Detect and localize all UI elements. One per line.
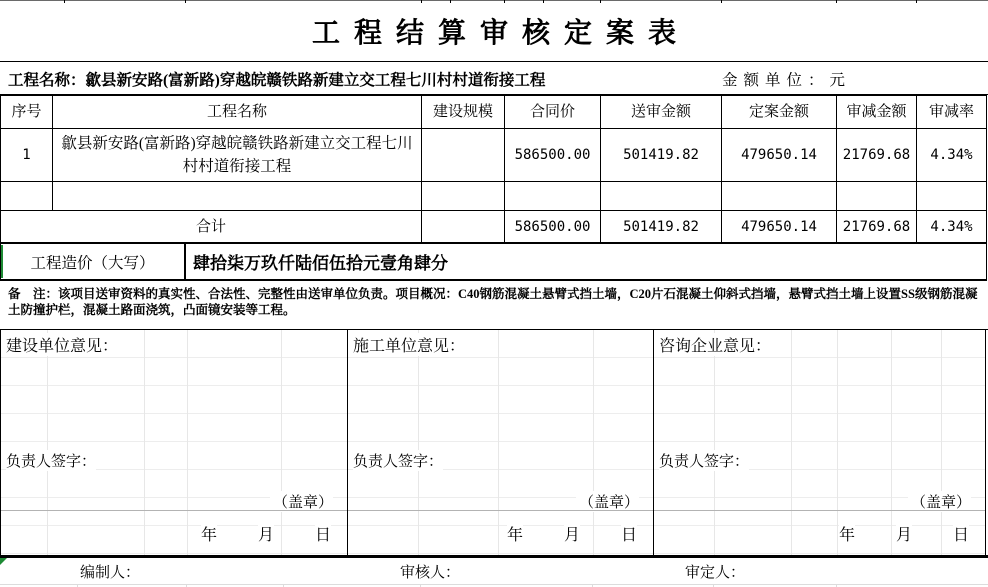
year-label: 年: [839, 522, 855, 545]
cell-contract-price: 586500.00: [505, 129, 601, 182]
cell-submitted-amount: 501419.82: [601, 129, 722, 182]
cell-empty: [53, 182, 422, 211]
cell-total-contract: 586500.00: [505, 211, 601, 243]
title-block: [0, 1, 988, 62]
date-row: [654, 510, 985, 555]
day-label: 日: [621, 522, 637, 545]
cell-reduction-amount: 21769.68: [837, 129, 917, 182]
cell-finalized-amount: 479650.14: [722, 129, 837, 182]
cell-scale: [422, 129, 505, 182]
approver-label: 审定人：: [685, 564, 746, 581]
col-header-seq: 序号: [1, 96, 53, 129]
year-label: 年: [507, 522, 523, 545]
cell-seq: 1: [1, 129, 53, 182]
seal-label: （盖章）: [576, 491, 639, 512]
sign-label: 负责人签字：: [353, 450, 443, 471]
seal-label: （盖章）: [908, 491, 971, 512]
cell-empty: [505, 182, 601, 211]
day-label: 日: [953, 522, 969, 545]
cell-total-finalized: 479650.14: [722, 211, 837, 243]
cell-empty: [917, 182, 987, 211]
cell-empty: [422, 182, 505, 211]
amount-in-words-value: 肆拾柒万玖仟陆佰伍拾元壹角肆分: [193, 254, 448, 273]
cell-total-scale: [422, 211, 505, 243]
sign-label: 负责人签字：: [6, 450, 96, 471]
month-label: 月: [896, 522, 912, 545]
cell-empty: [837, 182, 917, 211]
month-label: 月: [564, 522, 580, 545]
col-header-scale: 建设规模: [422, 96, 505, 129]
opinion-label: 咨询企业意见：: [659, 333, 773, 356]
year-label: 年: [201, 522, 217, 545]
cell-total-reduction: 21769.68: [837, 211, 917, 243]
cell-total-submitted: 501419.82: [601, 211, 722, 243]
cell-empty: [722, 182, 837, 211]
col-header-submitted: 送审金额: [601, 96, 722, 129]
amount-in-words-label: 工程造价（大写）: [1, 244, 186, 279]
amount-unit-label: 金额单位：元: [722, 71, 852, 89]
col-header-name: 工程名称: [53, 96, 422, 129]
opinion-label: 施工单位意见：: [353, 333, 467, 356]
reviewer-label: 审核人：: [400, 564, 461, 581]
opinions-section: [0, 330, 988, 558]
green-corner-marker: [0, 558, 7, 565]
project-name-row: [0, 62, 988, 95]
cell-empty: [601, 182, 722, 211]
amount-in-words-row: [0, 242, 987, 281]
date-row: [348, 510, 653, 555]
cell-total-rate: 4.34%: [917, 211, 987, 243]
preparer-label: 编制人：: [80, 564, 141, 581]
footer-strip: [0, 558, 988, 587]
cell-empty: [1, 182, 53, 211]
col-header-reduction: 审减金额: [837, 96, 917, 129]
opinion-label: 建设单位意见：: [6, 333, 120, 356]
main-table: [0, 95, 987, 242]
cell-total-label: 合计: [1, 211, 422, 243]
col-header-contract: 合同价: [505, 96, 601, 129]
sign-label: 负责人签字：: [659, 450, 749, 471]
cell-reduction-rate: 4.34%: [917, 129, 987, 182]
col-header-finalized: 定案金额: [722, 96, 837, 129]
month-label: 月: [258, 522, 274, 545]
seal-label: （盖章）: [270, 491, 333, 512]
day-label: 日: [315, 522, 331, 545]
page-title: 工程结算审核定案表: [311, 18, 690, 49]
project-name-text: 工程名称：歙县新安路(富新路)穿越皖赣铁路新建立交工程七川村村道衔接工程: [8, 71, 546, 89]
col-header-rate: 审减率: [917, 96, 987, 129]
opinion-box-construction-unit: [0, 330, 347, 555]
opinion-box-consultant: [653, 330, 986, 555]
faint-gridline: [0, 584, 988, 585]
remark-section: 备 注：该项目送审资料的真实性、合法性、完整性由送审单位负责。项目概况：C40钢筋混凝土悬臂式挡土墙，C20片石混凝土仰斜式挡墙，悬臂式挡土墙上设置SS级钢筋混凝土防撞护栏，混凝土路面浇筑，凸面镜安装等工程。: [0, 281, 988, 330]
opinion-box-contractor: [347, 330, 653, 555]
date-row: [1, 510, 347, 555]
cell-project-name: 歙县新安路(富新路)穿越皖赣铁路新建立交工程七川村村道衔接工程: [53, 129, 422, 182]
